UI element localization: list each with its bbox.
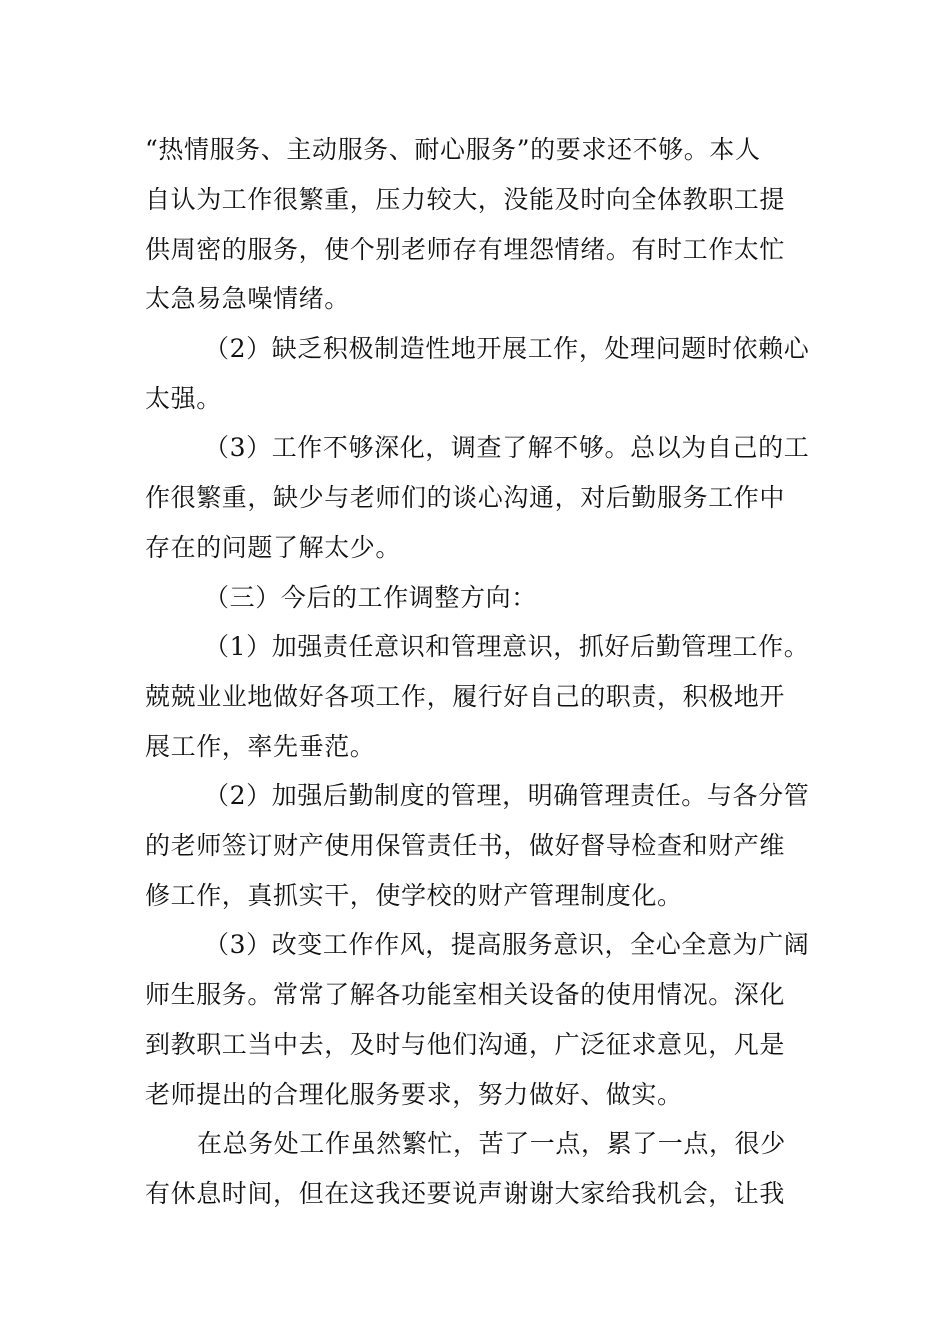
text-line: 自认为工作很繁重，压力较大，没能及时向全体教职工提 [145, 185, 786, 214]
text-line: 存在的问题了解太少。 [145, 533, 402, 562]
text-line: （3）工作不够深化，调查了解不够。总以为自己的工 [204, 433, 810, 462]
text-line: 到教职工当中去，及时与他们沟通，广泛征求意见，凡是 [145, 1030, 786, 1059]
text-line: （1）加强责任意识和管理意识，抓好后勤管理工作。 [204, 632, 810, 661]
section-heading: （三）今后的工作调整方向： [204, 583, 537, 612]
text-line: （3）改变工作作风，提高服务意识，全心全意为广阔 [204, 930, 810, 959]
text-line: （2）加强后勤制度的管理，明确管理责任。与各分管 [204, 781, 810, 810]
text-line: 展工作，率先垂范。 [145, 732, 376, 761]
text-line: 兢兢业业地做好各项工作，履行好自己的职责，积极地开 [145, 682, 786, 711]
text-line: 在总务处工作虽然繁忙，苦了一点，累了一点，很少 [197, 1129, 786, 1158]
text-line: 作很繁重，缺少与老师们的谈心沟通，对后勤服务工作中 [145, 483, 786, 512]
text-line: 太强。 [145, 384, 222, 413]
text-line: 修工作，真抓实干，使学校的财产管理制度化。 [145, 881, 683, 910]
text-line: 师生服务。常常了解各功能室相关设备的使用情况。深化 [145, 980, 786, 1009]
text-line: 的老师签订财产使用保管责任书，做好督导检查和财产维 [145, 831, 786, 860]
text-line: 老师提出的合理化服务要求，努力做好、做实。 [145, 1080, 683, 1109]
text-line: （2）缺乏积极制造性地开展工作，处理问题时依赖心 [204, 334, 810, 363]
text-line: 有休息时间，但在这我还要说声谢谢大家给我机会，让我 [145, 1179, 786, 1208]
text-line: 供周密的服务，使个别老师存有埋怨情绪。有时工作太忙 [145, 235, 786, 264]
text-line: “热情服务、主动服务、耐心服务”的要求还不够。本人 [145, 135, 761, 164]
text-line: 太急易急噪情绪。 [145, 284, 350, 313]
